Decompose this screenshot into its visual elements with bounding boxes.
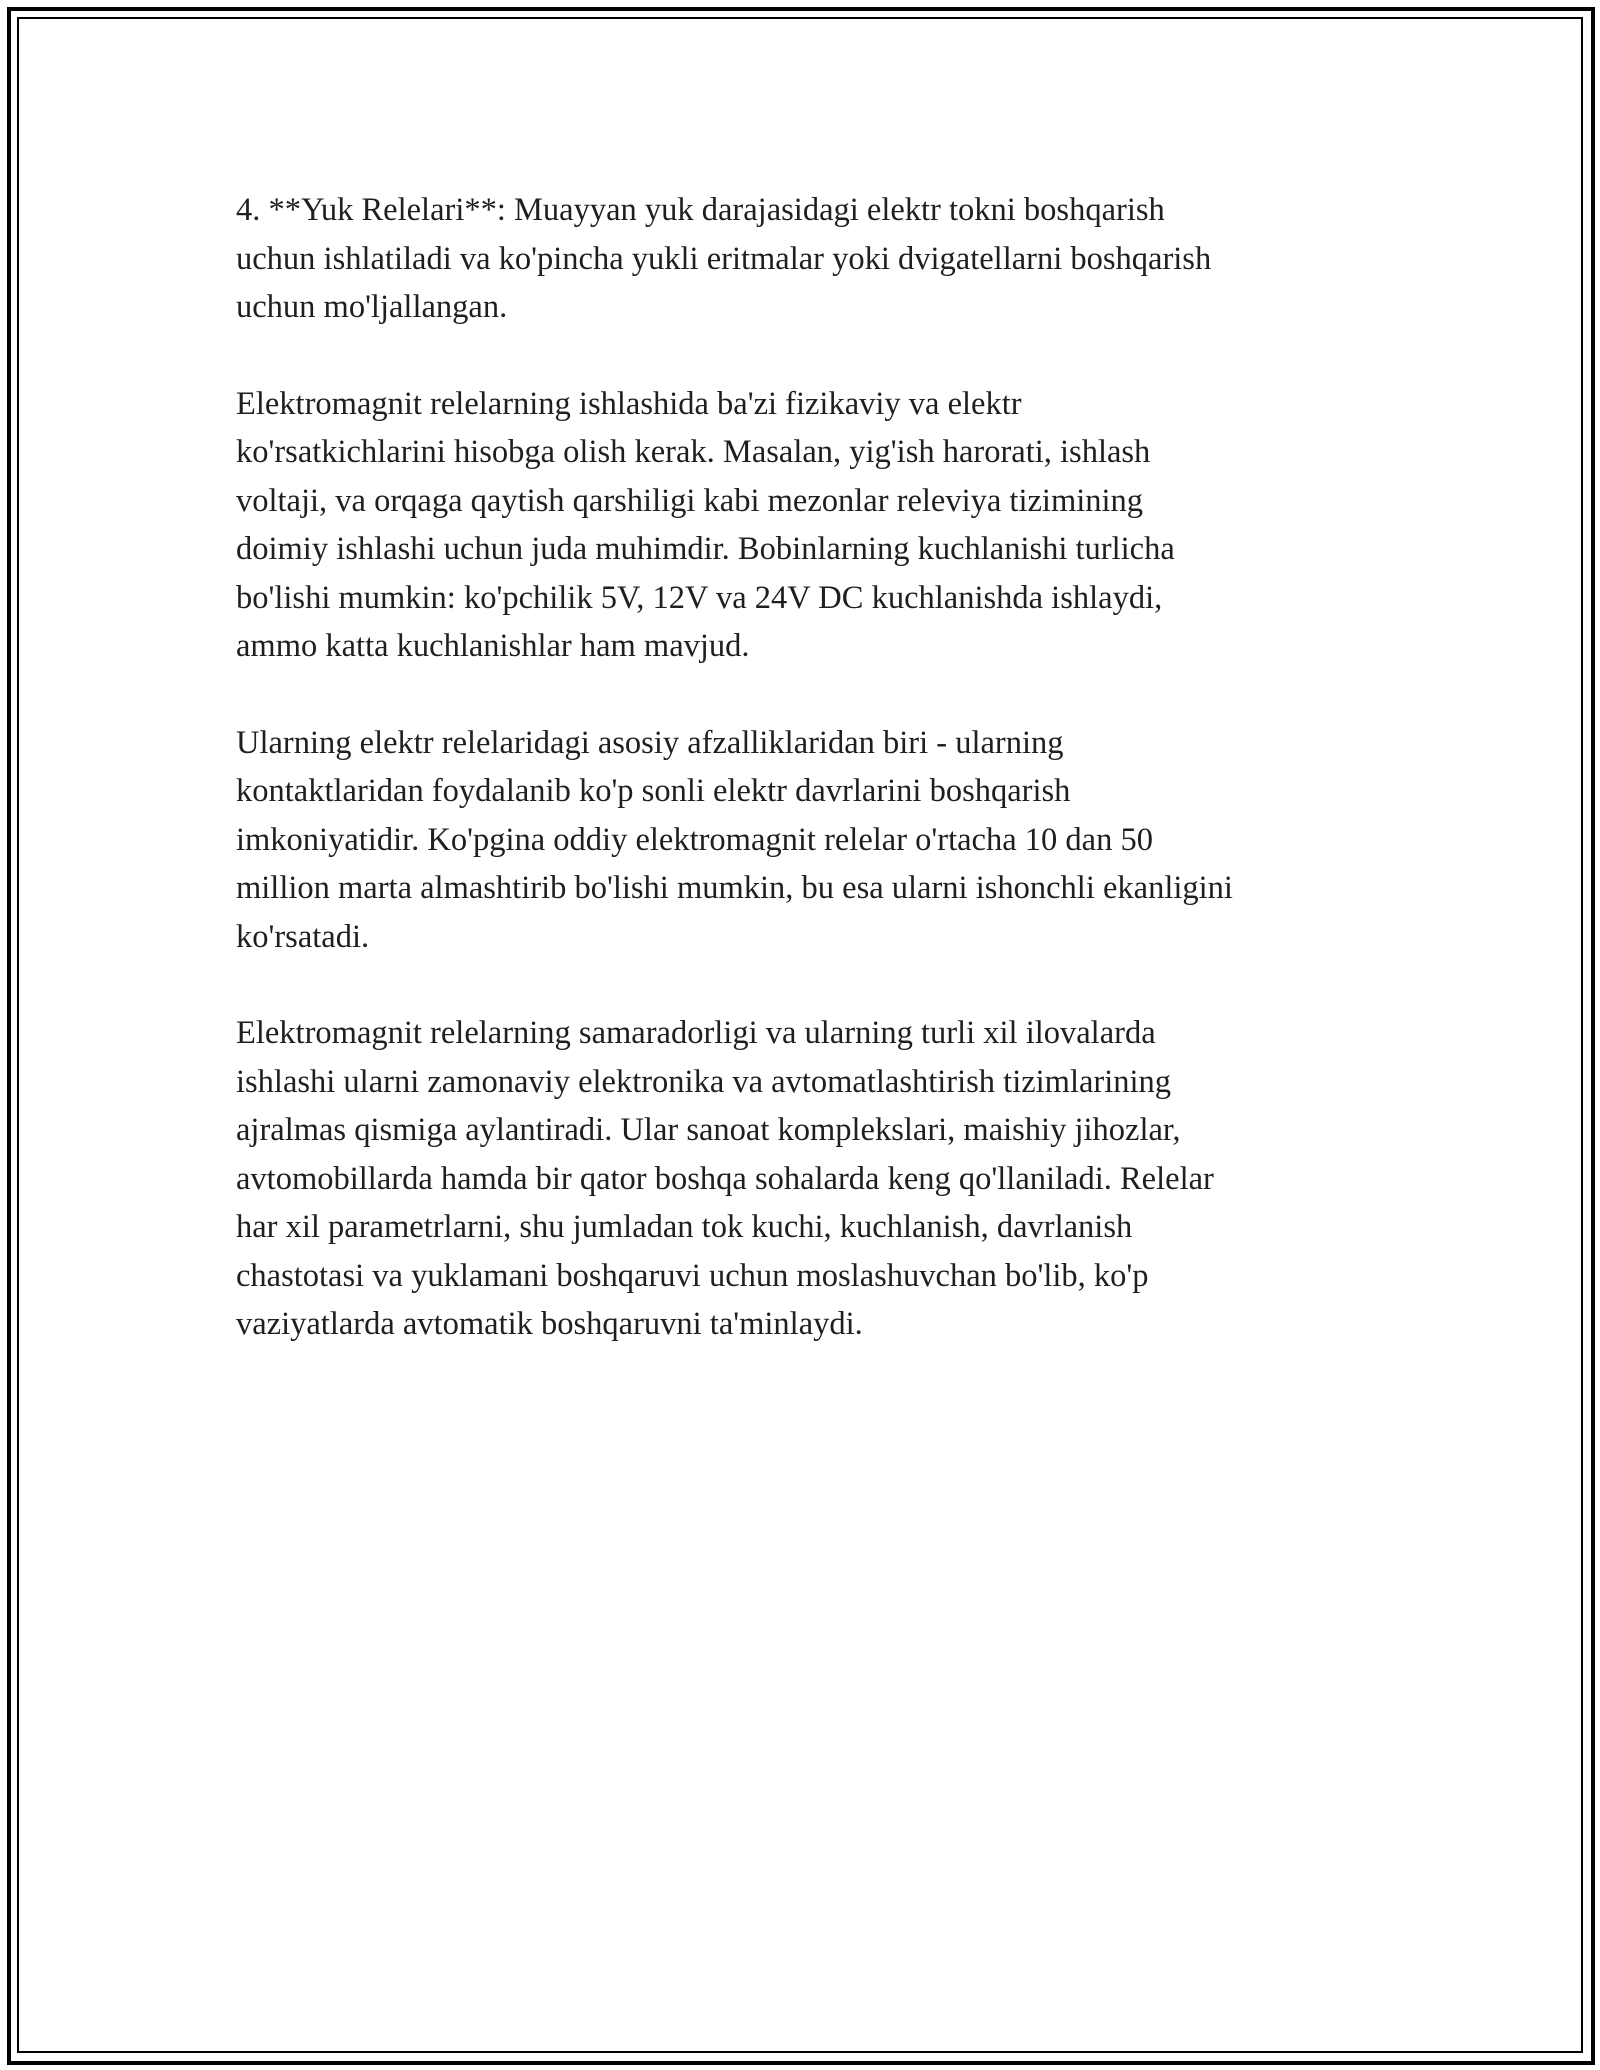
document-body	[236, 186, 1366, 1397]
paragraph-efficiency-applications: Elektromagnit relelarning samaradorligi va ularning turli xil ilovalarda ishlashi ularni zamonaviy elektronika va avtomatlashtirish tizimlarining ajralmas qismiga aylantiradi. Ular sanoat komplekslari, maishiy jihozlar, avtomobillarda hamda bir qator boshqa sohalarda keng qo'llaniladi. Relelar har xil parametrlarni, shu jumladan tok kuchi, kuchlanish, davrlanish chastotasi va yuklamani boshqaruvi uchun moslashuvchan bo'lib, ko'p vaziyatlarda avtomatik boshqaruvni ta'minlaydi.	[236, 1015, 1214, 1342]
paragraph-physical-parameters: Elektromagnit relelarning ishlashida ba'zi fizikaviy va elektr ko'rsatkichlarini hisobga olish kerak. Masalan, yig'ish harorati, ishlash voltaji, va orqaga qaytish qarshiligi kabi mezonlar releviya tizimining doimiy ishlashi uchun juda muhimdir. Bobinlarning kuchlanishi turlicha bo'lishi mumkin: ko'pchilik 5V, 12V va 24V DC kuchlanishda ishlaydi, ammo katta kuchlanishlar ham mavjud.	[236, 385, 1175, 664]
paragraph-advantages: Ularning elektr relelaridagi asosiy afzalliklaridan biri - ularning kontaktlaridan foydalanib ko'p sonli elektr davrlarini boshqarish imkoniyatidir. Ko'pgina oddiy elektromagnit relelar o'rtacha 10 dan 50 million marta almashtirib bo'lishi mumkin, bu esa ularni ishonchli ekanligini ko'rsatadi.	[236, 724, 1233, 955]
paragraph-yuk-relelari: 4. **Yuk Relelari**: Muayyan yuk darajasidagi elektr tokni boshqarish uchun ishlatiladi va ko'pincha yukli eritmalar yoki dvigatellarni boshqarish uchun mo'ljallangan.	[236, 192, 1212, 325]
